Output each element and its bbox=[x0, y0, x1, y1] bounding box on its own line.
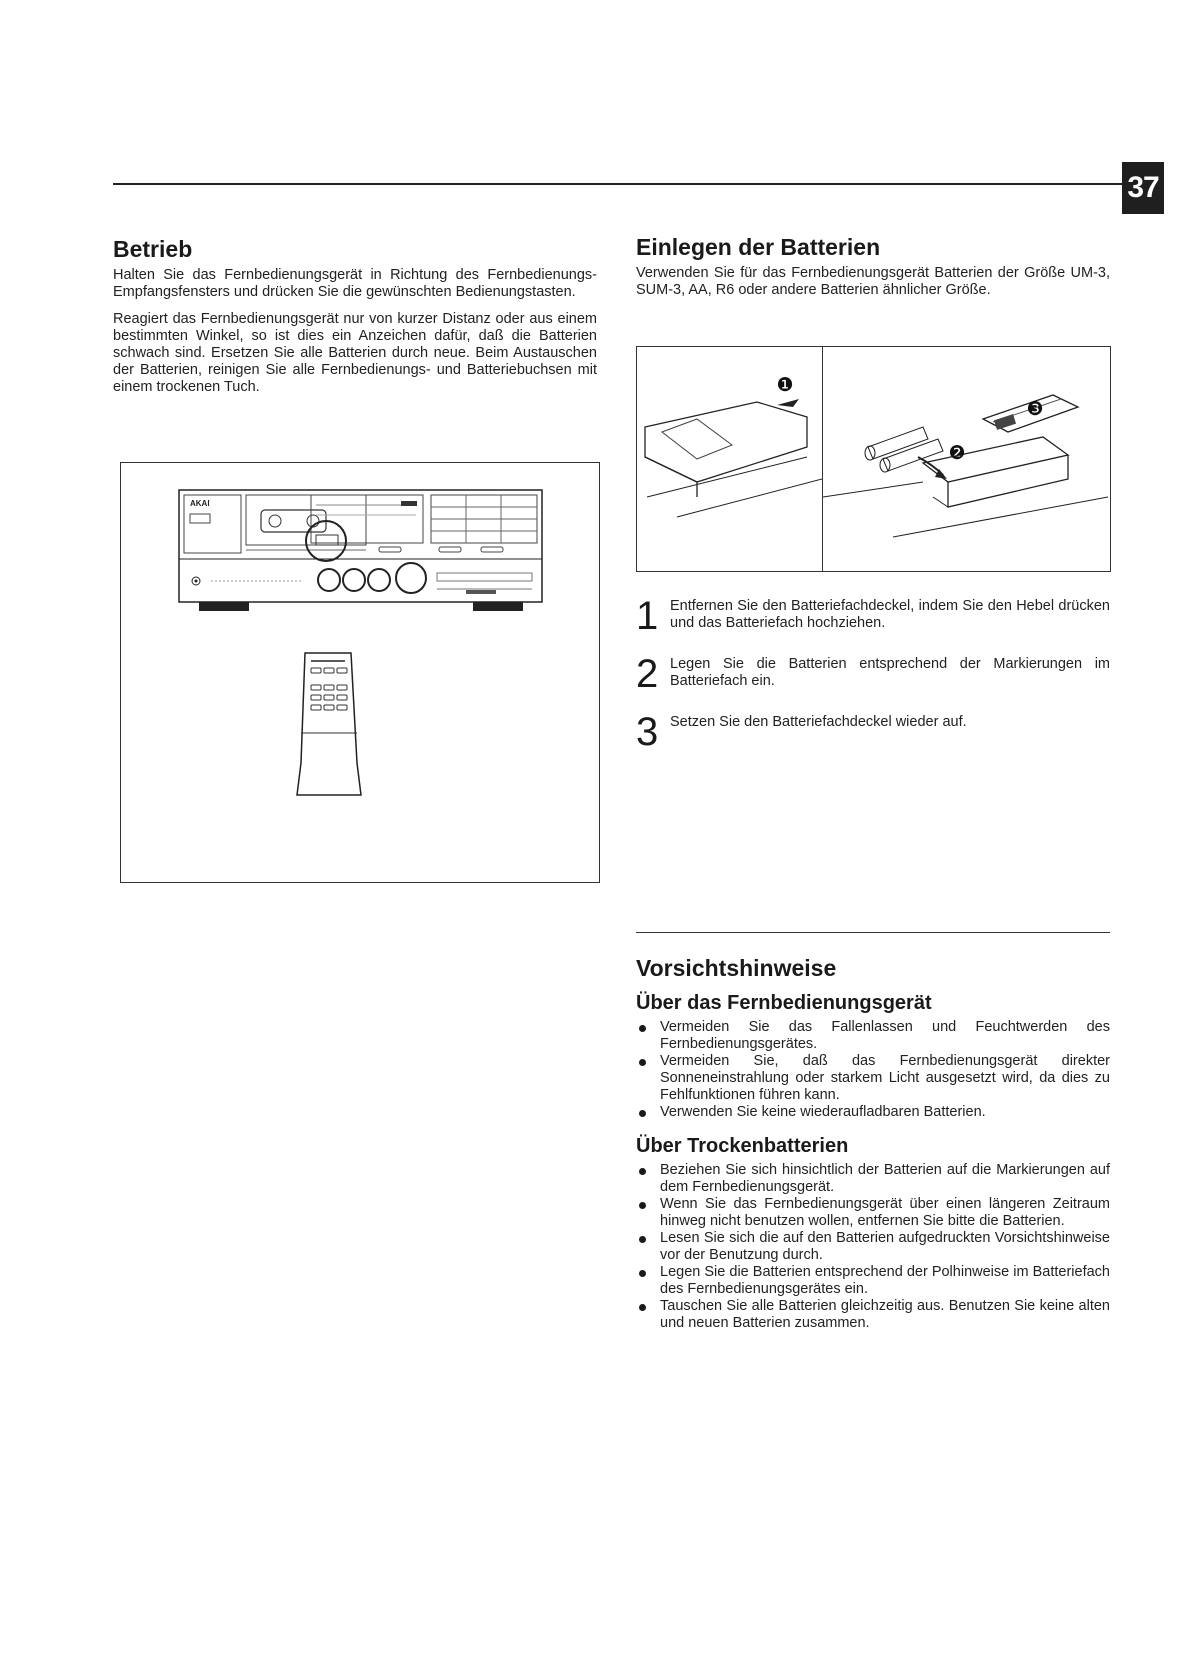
remote-control bbox=[297, 653, 361, 795]
operation-heading: Betrieb bbox=[113, 236, 193, 262]
battery-intro: Verwenden Sie für das Fernbedienungsgerät Batterien der Größe UM-3, SUM-3, AA, R6 oder andere Batterien ähnlicher Größe. bbox=[636, 265, 1110, 298]
knob-2 bbox=[343, 569, 365, 591]
knob-3 bbox=[368, 569, 390, 591]
list-item: Vermeiden Sie, daß das Fernbedienungsgerät direkter Sonneneinstrahlung oder starkem Licht ausgesetzt wird, da dies zu Fehlfunktionen führen kann. bbox=[636, 1053, 1110, 1104]
step-2-number: 2 bbox=[636, 652, 659, 696]
step-2-text: Legen Sie die Batterien entsprechend der Markierungen im Batteriefach ein. bbox=[670, 656, 1110, 689]
precautions-rule bbox=[636, 932, 1110, 933]
step-1 bbox=[636, 596, 1110, 636]
knob-1 bbox=[318, 569, 340, 591]
battery-section bbox=[636, 234, 1110, 309]
volume-knob bbox=[396, 563, 426, 593]
battery-figure-step-1 bbox=[637, 347, 823, 571]
remote-precautions-list bbox=[636, 1019, 1110, 1121]
remote-precautions-heading: Über das Fernbedienungsgerät bbox=[636, 992, 932, 1014]
step-3 bbox=[636, 712, 1110, 752]
deck-foot-left bbox=[199, 602, 249, 611]
battery-heading: Einlegen der Batterien bbox=[636, 234, 881, 260]
page-number-tab bbox=[1122, 162, 1164, 214]
list-item: Verwenden Sie keine wiederaufladbaren Batterien. bbox=[636, 1104, 1110, 1121]
marker-1: ❶ bbox=[776, 375, 794, 396]
power-switch bbox=[190, 514, 210, 523]
brand-logo: AKAI bbox=[190, 499, 210, 508]
precautions-heading: Vorsichtshinweise bbox=[636, 955, 837, 981]
deck-foot-right bbox=[473, 602, 523, 611]
operation-paragraph-2: Reagiert das Fernbedienungsgerät nur von kurzer Distanz oder aus einem bestimmten Winkel, so ist dies ein Anzeichen dafür, daß die Batterien schwach sind. Ersetzen Sie alle Batterien durch neue. Beim Austauschen der Batterien, reinigen Sie alle Fernbedienungs- und Batteriebuchsen mit einem trockenen Tuch. bbox=[113, 311, 597, 395]
battery-figure-step-2-3 bbox=[823, 347, 1110, 571]
operation-section bbox=[113, 236, 597, 406]
step-3-text: Setzen Sie den Batteriefachdeckel wieder auf. bbox=[670, 714, 967, 730]
precautions-section bbox=[636, 955, 1110, 1346]
battery-precautions-list bbox=[636, 1162, 1110, 1332]
deck-remote-illustration bbox=[120, 462, 600, 883]
step-1-number: 1 bbox=[636, 594, 659, 638]
cassette-window bbox=[261, 510, 326, 532]
list-item: Vermeiden Sie das Fallenlassen und Feuchtwerden des Fernbedienungsgerätes. bbox=[636, 1019, 1110, 1053]
list-item: Lesen Sie sich die auf den Batterien aufgedruckten Vorsichtshinweise vor der Benutzung durch. bbox=[636, 1230, 1110, 1264]
list-item: Legen Sie die Batterien entsprechend der Polhinweise im Batteriefach des Fernbedienungsgerätes ein. bbox=[636, 1264, 1110, 1298]
step-2 bbox=[636, 654, 1110, 694]
header-rule bbox=[113, 183, 1122, 185]
battery-precautions-heading: Über Trockenbatterien bbox=[636, 1135, 849, 1157]
step-3-number: 3 bbox=[636, 710, 659, 754]
operation-paragraph-1: Halten Sie das Fernbedienungsgerät in Richtung des Fernbedienungs-Empfangsfensters und drücken Sie die gewünschten Bedienungstasten. bbox=[113, 267, 597, 300]
page-number: 37 bbox=[1127, 171, 1159, 204]
battery-figure bbox=[636, 346, 1111, 572]
step-1-text: Entfernen Sie den Batteriefachdeckel, indem Sie den Hebel drücken und das Batteriefach hochziehen. bbox=[670, 598, 1110, 631]
marker-2: ❷ bbox=[948, 443, 966, 464]
list-item: Tauschen Sie alle Batterien gleichzeitig aus. Benutzen Sie keine alten und neuen Batterien zusammen. bbox=[636, 1298, 1110, 1332]
battery-steps bbox=[636, 596, 1110, 770]
cassette-reel-left bbox=[269, 515, 281, 527]
list-item: Wenn Sie das Fernbedienungsgerät über einen längeren Zeitraum hinweg nicht benutzen wollen, entfernen Sie bitte die Batterien. bbox=[636, 1196, 1110, 1230]
list-item: Beziehen Sie sich hinsichtlich der Batterien auf die Markierungen auf dem Fernbedienungsgerät. bbox=[636, 1162, 1110, 1196]
deck-remote-drawing bbox=[121, 463, 599, 882]
marker-3: ❸ bbox=[1026, 399, 1044, 420]
